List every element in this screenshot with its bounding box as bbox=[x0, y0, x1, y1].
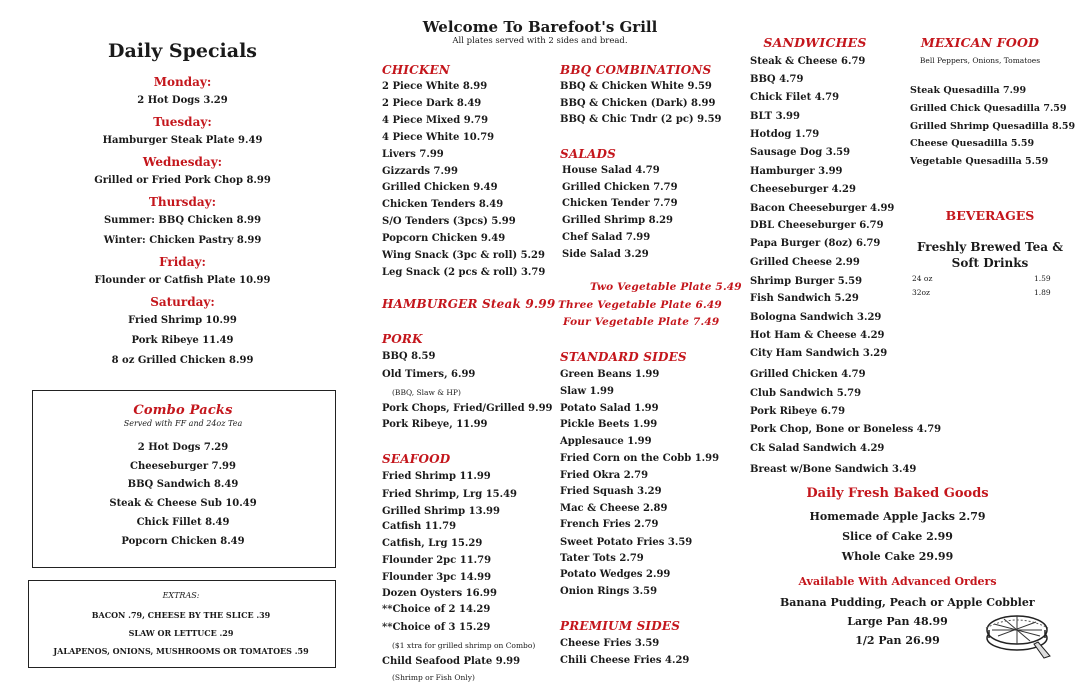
baked-goods-item: Slice of Cake 2.99 bbox=[842, 530, 953, 543]
pork-item: Pork Chops, Fried/Grilled 9.99 bbox=[382, 403, 553, 414]
advanced-order-item: Large Pan 48.99 bbox=[847, 615, 948, 628]
special-day-label: Wednesday: bbox=[142, 155, 223, 169]
seafood-item: Child Seafood Plate 9.99 bbox=[382, 656, 521, 667]
premium-side-item: Chili Cheese Fries 4.29 bbox=[560, 655, 690, 666]
sandwich-item: Steak & Cheese 6.79 bbox=[750, 56, 866, 67]
sandwich-item: Cheeseburger 4.29 bbox=[750, 184, 856, 195]
sandwich-item: City Ham Sandwich 3.29 bbox=[750, 348, 888, 359]
sandwich-item: Chick Filet 4.79 bbox=[750, 92, 840, 103]
extra-item: SLAW OR LETTUCE .29 bbox=[128, 628, 234, 638]
standard-side-item: Potato Salad 1.99 bbox=[560, 403, 659, 414]
special-item: Pork Ribeye 11.49 bbox=[131, 335, 234, 346]
standard-side-item: Tater Tots 2.79 bbox=[560, 553, 644, 564]
sandwich-item: Grilled Cheese 2.99 bbox=[750, 257, 860, 268]
combo-item: BBQ Sandwich 8.49 bbox=[127, 479, 239, 491]
sandwich-item: Club Sandwich 5.79 bbox=[750, 388, 862, 399]
pork-heading: PORK bbox=[382, 332, 423, 346]
vegetable-plate-item: Three Vegetable Plate 6.49 bbox=[558, 298, 722, 311]
chicken-item: Popcorn Chicken 9.49 bbox=[382, 233, 506, 245]
sandwich-item: Grilled Chicken 4.79 bbox=[750, 369, 866, 380]
chicken-item: 4 Piece Mixed 9.79 bbox=[382, 114, 489, 126]
salad-item: Side Salad 3.29 bbox=[562, 248, 649, 260]
special-item: Fried Shrimp 10.99 bbox=[128, 315, 237, 326]
special-item: Winter: Chicken Pastry 8.99 bbox=[103, 235, 262, 246]
beverages-line2: Soft Drinks bbox=[951, 256, 1029, 270]
bbq-combination-item: BBQ & Chicken (Dark) 8.99 bbox=[560, 97, 716, 109]
hamburger-steak: HAMBURGER Steak 9.99 bbox=[382, 297, 556, 311]
chicken-item: Leg Snack (2 pcs & roll) 3.79 bbox=[382, 266, 546, 278]
mexican-item: Grilled Chick Quesadilla 7.59 bbox=[910, 102, 1067, 114]
sandwich-item: Fish Sandwich 5.29 bbox=[750, 293, 859, 304]
beverage-size: 32oz bbox=[912, 288, 931, 297]
seafood-item: Fried Shrimp 11.99 bbox=[382, 471, 491, 482]
sandwich-item: Breast w/Bone Sandwich 3.49 bbox=[750, 464, 917, 475]
standard-side-item: French Fries 2.79 bbox=[560, 519, 659, 530]
combo-item: Steak & Cheese Sub 10.49 bbox=[109, 498, 257, 510]
pork-item: Pork Ribeye, 11.99 bbox=[382, 419, 488, 430]
sandwich-item: DBL Cheeseburger 6.79 bbox=[750, 220, 884, 231]
beverage-size: 24 oz bbox=[912, 274, 933, 283]
standard-side-item: Potato Wedges 2.99 bbox=[560, 569, 671, 580]
seafood-item: Grilled Shrimp 13.99 bbox=[382, 506, 500, 517]
standard-side-item: Fried Squash 3.29 bbox=[560, 486, 662, 497]
special-day-label: Saturday: bbox=[150, 295, 215, 309]
seafood-item: Catfish, Lrg 15.29 bbox=[382, 538, 483, 549]
special-day-label: Monday: bbox=[153, 75, 212, 89]
special-day-label: Tuesday: bbox=[153, 115, 212, 129]
standard-side-item: Applesauce 1.99 bbox=[560, 436, 652, 447]
standard-side-item: Mac & Cheese 2.89 bbox=[560, 503, 668, 514]
combo-item: 2 Hot Dogs 7.29 bbox=[137, 442, 229, 453]
seafood-item: **Choice of 2 14.29 bbox=[382, 604, 491, 615]
seafood-item: **Choice of 3 15.29 bbox=[382, 622, 491, 633]
pork-note: (BBQ, Slaw & HP) bbox=[392, 388, 461, 397]
sandwich-item: Papa Burger (8oz) 6.79 bbox=[750, 238, 881, 249]
page-subtitle: All plates served with 2 sides and bread. bbox=[452, 36, 628, 46]
special-item: Hamburger Steak Plate 9.49 bbox=[102, 135, 263, 146]
vegetable-plate-item: Four Vegetable Plate 7.49 bbox=[563, 316, 720, 328]
special-item: 8 oz Grilled Chicken 8.99 bbox=[111, 355, 254, 366]
pie-illustration bbox=[984, 606, 1054, 660]
premium-sides-heading: PREMIUM SIDES bbox=[560, 619, 681, 633]
mexican-note: Bell Peppers, Onions, Tomatoes bbox=[919, 56, 1041, 65]
special-day-label: Friday: bbox=[159, 255, 206, 269]
chicken-item: 4 Piece White 10.79 bbox=[382, 131, 495, 143]
mexican-item: Cheese Quesadilla 5.59 bbox=[910, 138, 1035, 150]
sandwiches-heading: SANDWICHES bbox=[763, 35, 867, 50]
standard-side-item: Onion Rings 3.59 bbox=[560, 586, 658, 597]
sandwich-item: Bologna Sandwich 3.29 bbox=[750, 312, 882, 323]
standard-side-item: Sweet Potato Fries 3.59 bbox=[560, 537, 693, 548]
seafood-heading: SEAFOOD bbox=[382, 452, 451, 466]
baked-goods-item: Homemade Apple Jacks 2.79 bbox=[809, 510, 986, 523]
salad-item: Chicken Tender 7.79 bbox=[562, 198, 678, 210]
special-item: 2 Hot Dogs 3.29 bbox=[137, 95, 228, 106]
salad-item: Grilled Shrimp 8.29 bbox=[562, 215, 674, 227]
page-title: Welcome To Barefoot's Grill bbox=[422, 18, 658, 36]
bbq-combination-item: BBQ & Chic Tndr (2 pc) 9.59 bbox=[560, 114, 722, 125]
mexican-item: Grilled Shrimp Quesadilla 8.59 bbox=[910, 120, 1076, 132]
daily-specials-title: Daily Specials bbox=[108, 40, 257, 62]
combo-item: Cheeseburger 7.99 bbox=[130, 460, 236, 472]
premium-side-item: Cheese Fries 3.59 bbox=[560, 638, 660, 649]
special-day-label: Thursday: bbox=[148, 195, 217, 209]
beverage-price: 1.89 bbox=[1034, 288, 1051, 297]
standard-side-item: Pickle Beets 1.99 bbox=[560, 419, 658, 430]
mexican-food-heading: MEXICAN FOOD bbox=[920, 35, 1040, 50]
special-item: Grilled or Fried Pork Chop 8.99 bbox=[94, 175, 271, 186]
sandwich-item: Sausage Dog 3.59 bbox=[750, 147, 851, 158]
standard-sides-heading: STANDARD SIDES bbox=[560, 350, 687, 364]
seafood-note: ($1 xtra for grilled shrimp on Combo) bbox=[392, 641, 536, 650]
pork-item: Old Timers, 6.99 bbox=[382, 369, 476, 380]
standard-side-item: Fried Okra 2.79 bbox=[560, 470, 649, 481]
salad-item: Chef Salad 7.99 bbox=[562, 231, 651, 243]
beverage-price: 1.59 bbox=[1034, 274, 1051, 283]
chicken-item: Gizzards 7.99 bbox=[382, 165, 458, 177]
seafood-item: Flounder 3pc 14.99 bbox=[382, 572, 492, 583]
sandwich-item: Hot Ham & Cheese 4.29 bbox=[750, 330, 885, 341]
sandwich-item: BLT 3.99 bbox=[750, 111, 800, 122]
chicken-item: Grilled Chicken 9.49 bbox=[382, 182, 498, 194]
seafood-item: Flounder 2pc 11.79 bbox=[382, 555, 492, 566]
extra-item: JALAPENOS, ONIONS, MUSHROOMS OR TOMATOES .59 bbox=[53, 646, 309, 656]
combo-packs-title: Combo Packs bbox=[133, 403, 233, 418]
seafood-item: Catfish 11.79 bbox=[382, 521, 457, 532]
chicken-item: S/O Tenders (3pcs) 5.99 bbox=[382, 216, 516, 228]
sandwich-item: Bacon Cheeseburger 4.99 bbox=[750, 203, 895, 214]
standard-side-item: Slaw 1.99 bbox=[560, 386, 614, 397]
seafood-note: (Shrimp or Fish Only) bbox=[392, 673, 475, 682]
salad-item: Grilled Chicken 7.79 bbox=[562, 181, 678, 193]
advanced-order-item: Banana Pudding, Peach or Apple Cobbler bbox=[780, 596, 1035, 609]
combo-packs-subtitle: Served with FF and 24oz Tea bbox=[123, 419, 243, 428]
bbq-combinations-heading: BBQ COMBINATIONS bbox=[560, 63, 712, 77]
salads-heading: SALADS bbox=[560, 147, 616, 161]
combo-item: Chick Fillet 8.49 bbox=[136, 516, 230, 528]
chicken-item: Livers 7.99 bbox=[382, 148, 444, 160]
standard-side-item: Fried Corn on the Cobb 1.99 bbox=[560, 453, 720, 464]
special-item: Flounder or Catfish Plate 10.99 bbox=[94, 275, 271, 286]
sandwich-item: Pork Chop, Bone or Boneless 4.79 bbox=[750, 424, 942, 435]
special-item: Summer: BBQ Chicken 8.99 bbox=[103, 215, 262, 226]
sandwich-item: Hamburger 3.99 bbox=[750, 166, 843, 177]
vegetable-plate-item: Two Vegetable Plate 5.49 bbox=[590, 281, 742, 293]
chicken-heading: CHICKEN bbox=[382, 63, 450, 77]
bbq-combination-item: BBQ & Chicken White 9.59 bbox=[560, 81, 712, 92]
sandwich-item: Ck Salad Sandwich 4.29 bbox=[750, 443, 885, 454]
chicken-item: 2 Piece Dark 8.49 bbox=[382, 97, 482, 109]
advanced-order-item: 1/2 Pan 26.99 bbox=[855, 634, 940, 647]
chicken-item: 2 Piece White 8.99 bbox=[382, 81, 488, 92]
sandwich-item: Hotdog 1.79 bbox=[750, 129, 820, 140]
seafood-item: Fried Shrimp, Lrg 15.49 bbox=[382, 489, 518, 500]
advanced-orders-heading: Available With Advanced Orders bbox=[798, 575, 997, 588]
pork-item: BBQ 8.59 bbox=[382, 351, 436, 362]
beverages-heading: BEVERAGES bbox=[945, 208, 1035, 223]
baked-goods-heading: Daily Fresh Baked Goods bbox=[806, 486, 989, 501]
chicken-item: Chicken Tenders 8.49 bbox=[382, 199, 504, 211]
extra-item: BACON .79, CHEESE BY THE SLICE .39 bbox=[91, 610, 271, 620]
beverages-line1: Freshly Brewed Tea & bbox=[916, 240, 1064, 254]
sandwich-item: Pork Ribeye 6.79 bbox=[750, 406, 846, 417]
extras-title: EXTRAS: bbox=[162, 591, 200, 600]
seafood-item: Dozen Oysters 16.99 bbox=[382, 588, 497, 599]
chicken-item: Wing Snack (3pc & roll) 5.29 bbox=[382, 250, 545, 261]
salad-item: House Salad 4.79 bbox=[562, 165, 660, 176]
mexican-item: Vegetable Quesadilla 5.59 bbox=[910, 156, 1049, 168]
sandwich-item: BBQ 4.79 bbox=[750, 74, 804, 85]
standard-side-item: Green Beans 1.99 bbox=[560, 369, 660, 380]
combo-item: Popcorn Chicken 8.49 bbox=[121, 535, 245, 547]
mexican-item: Steak Quesadilla 7.99 bbox=[910, 85, 1027, 96]
sandwich-item: Shrimp Burger 5.59 bbox=[750, 276, 863, 287]
baked-goods-item: Whole Cake 29.99 bbox=[841, 550, 954, 563]
